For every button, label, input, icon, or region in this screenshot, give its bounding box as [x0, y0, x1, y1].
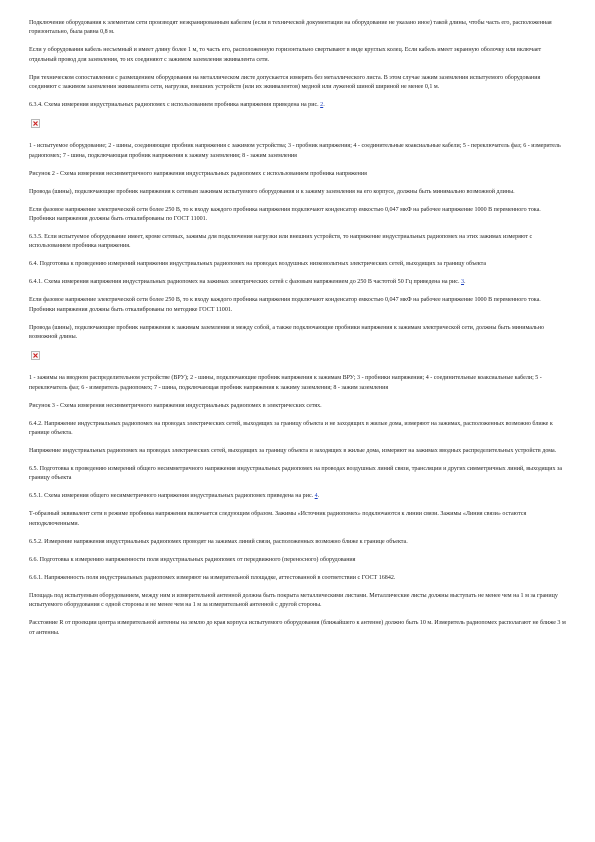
broken-image-icon: [31, 351, 40, 360]
paragraph: Если фазовое напряжение электрической сети более 250 В, то к входу каждого пробника напряжения подключают конденсатор емкостью 0,047 мкФ на рабочее напряжение 1000 В переменного тока. Пробники напряжения должны быть откалиброваны по ГОСТ 11001.: [29, 206, 541, 223]
figure-4-link[interactable]: 4: [314, 493, 318, 500]
figure-2-caption: Рисунок 2 - Схема измерения несимметричного напряжения индустриальных радиопомех с использованием пробника напряжения: [29, 170, 367, 177]
paragraph-text-end: .: [323, 102, 325, 109]
section-heading: 6.5. Подготовка к проведению измерений общего несимметричного напряжения индустриальных радиопомех на проводах воздушных линий связи, трансляции и других симметричных линий, выходящих за границу объекта: [29, 466, 563, 482]
paragraph: Подключение оборудования к элементам сети производят неэкранированным кабелем (если в технической документации на оборудование не указано иное) такой длины, чтобы часть его, расположенная горизонтально, была равна 0,8 м.: [29, 20, 552, 36]
figure-3-legend: 1 - зажимы на вводном распределительном устройстве (ВРУ); 2 - шины, подключающие пробник напряжения к зажимам ВРУ; 3 - пробники напряжения; 4 - соединительные коаксиальные кабели; 5 - переключатель фаз; 6 - измеритель радиопомех; 7 - шина, подключающая пробник напряжения к зажиму заземления; 8 - зажим заземления: [29, 375, 542, 391]
figure-2-legend: 1 - испытуемое оборудование; 2 - шины, соединяющие пробник напряжения с зажимом устройства; 3 - пробник напряжения; 4 - соединительные коаксиальные кабели; 5 - переключатель фаз; 6 - измеритель радиопомех; 7 - шина, подключающая пробник напряжения к зажиму заземления; 8 - зажим заземления: [29, 143, 561, 159]
paragraph-text: 6.4.1. Схема измерения напряжения индустриальных радиопомех на зажимах электрических сетей с фазовым напряжением до 250 В частотой 50 Гц приведена на рис.: [29, 279, 461, 286]
paragraph: 6.3.5. Если испытуемое оборудование имеет, кроме сетевых, зажимы для подключения нагрузки или внешних устройств, то напряжение индустриальных радиопомех на этих зажимах измеряют с использованием пробника напряжения.: [29, 234, 533, 250]
paragraph: 6.6.1. Напряженность поля индустриальных радиопомех измеряют на измерительной площадке, аттестованной в соответствии с ГОСТ 16842.: [29, 574, 396, 581]
figure-3-caption: Рисунок 3 - Схема измерения несимметричного напряжения индустриальных радиопомех в электрических сетях.: [29, 402, 322, 409]
paragraph: 6.4.2. Напряжение индустриальных радиопомех на проводах электрических сетей, выходящих за границу объекта и не заходящих в жилые дома, измеряют на зажимах, расположенных возможно ближе к границе объекта.: [29, 420, 553, 437]
paragraph: Если у оборудования кабель несъемный и имеет длину более 1 м, то часть его, расположенную горизонтально свертывают в виде круглых колец. Если кабель имеет экранную оболочку или включает отдельный провод для заземления, то их соединяют с зажимом заземления эквивалента сети.: [29, 47, 542, 63]
paragraph: Провода (шины), подключающие пробник напряжения к сетевым зажимам испытуемого оборудования и к зажиму заземления на его корпусе, должны быть минимально возможной длины.: [29, 188, 515, 195]
figure-2-image: [29, 118, 567, 142]
paragraph: Если фазовое напряжение электрической сети более 250 В, то к входу каждого пробника напряжения подключают конденсатор емкостью 0,047 мкФ на рабочее напряжение 1000 В переменного тока. Пробники напряжения должны быть откалиброваны по методике ГОСТ 11001.: [29, 297, 541, 313]
section-heading: 6.4. Подготовка к проведению измерений напряжения индустриальных радиопомех на проводах воздушных низковольтных электрических сетей, выходящих за границу объекта: [29, 261, 487, 268]
broken-image-icon: [31, 119, 40, 128]
figure-2-link[interactable]: 2: [320, 102, 324, 109]
paragraph: Напряжение индустриальных радиопомех на проводах электрических сетей, выходящих за границу объекта и заходящих в жилые дома, измеряют на зажимах вводных распределительных устройств дома.: [29, 448, 557, 455]
paragraph: 6.5.2. Измерение напряжения индустриальных радиопомех проводят на зажимах линий связи, расположенных возможно ближе к границе объекта.: [29, 538, 408, 545]
paragraph-text: 6.3.4. Схема измерения индустриальных радиопомех с использованием пробника напряжения приведена на рис.: [29, 102, 321, 109]
paragraph-figure-3-reference: [29, 278, 567, 287]
paragraph: При техническом сопоставлении с размещением оборудования на металлическом листе допускается измерять без металлического листа. В этом случае зажим заземления испытуемого оборудования соединяют с зажимом заземления эквивалента сети, нагрузки, внешних устройств (или их эквивалентов) медной или луженой шиной шириной не менее 0,1 м.: [29, 74, 541, 91]
section-heading: 6.6. Подготовка к измерению напряженности поля индустриальных радиопомех от передвижного (переносного) оборудования: [29, 556, 356, 563]
paragraph-text-end: .: [464, 279, 466, 286]
paragraph: Провода (шины), подключающие пробник напряжения к зажимам заземления и между собой, а также подключающие пробники напряжения к зажимам электрической сети, должны быть минимально возможной длины.: [29, 324, 545, 341]
paragraph-text-end: .: [317, 493, 320, 500]
paragraph-figure-4-reference: [29, 492, 567, 501]
paragraph-text: 6.5.1. Схема измерения общего несимметричного напряжения индустриальных радиопомех приведена на рис.: [29, 493, 315, 500]
figure-3-link[interactable]: 3: [461, 279, 465, 286]
paragraph: Т-образный эквивалент сети в режиме пробника напряжения включается следующим образом. Зажимы «Источник радиопомех» подключаются к линии связи. Зажимы «Линия связи» остаются неподключенными.: [29, 511, 527, 527]
paragraph-figure-2-reference: [29, 101, 567, 110]
paragraph: Площадь под испытуемым оборудованием, между ним и измерительной антенной должна быть покрыта металлическими листами. Металлические листы должны выступать не менее чем на 1 м за границу испытуемого оборудования с одной стороны и не менее чем на 1 м за измерительной антенной с другой стороны.: [29, 592, 558, 609]
figure-3-image: [29, 350, 567, 374]
paragraph: Расстояние R от проекции центра измерительной антенны на землю до края корпуса испытуемого оборудования (ближайшего к антенне) должно быть 10 м. Измеритель радиопомех располагают не ближе 3 м от антенны.: [29, 620, 566, 636]
